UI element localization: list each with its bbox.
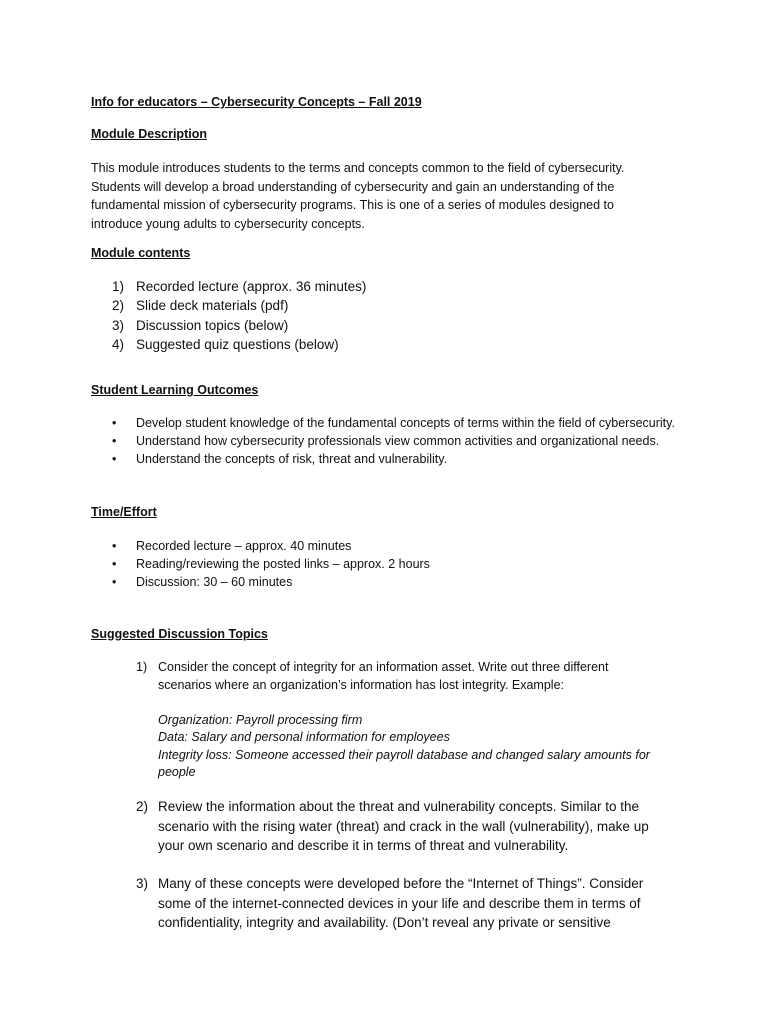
list-text: Understand the concepts of risk, threat and vulnerability.	[136, 452, 448, 466]
bullet-icon: •	[112, 452, 117, 466]
list-item	[112, 296, 366, 315]
list-text: Recorded lecture (approx. 36 minutes)	[136, 279, 367, 294]
time-effort-heading: Time/Effort	[91, 505, 157, 519]
topic-number: 3)	[136, 876, 149, 891]
module-description-heading: Module Description	[91, 127, 207, 141]
list-text: Discussion topics (below)	[136, 317, 289, 333]
topic-body	[158, 659, 650, 782]
list-number: 4)	[112, 336, 125, 352]
topic-body	[158, 797, 649, 856]
document-title: Info for educators – Cybersecurity Concepts – Fall 2019	[91, 95, 422, 109]
spacer	[158, 694, 650, 712]
list-item	[112, 432, 678, 450]
list-item	[112, 335, 366, 354]
list-text: Reading/reviewing the posted links – approx. 2 hours	[136, 557, 430, 571]
list-number: 1)	[112, 279, 125, 294]
text-line: Many of these concepts were developed before the “Internet of Things”. Consider	[158, 876, 644, 891]
text-line: Review the information about the threat and vulnerability concepts. Similar to the	[158, 799, 640, 814]
example-line: Organization: Payroll processing firm	[158, 712, 363, 727]
discussion-heading: Suggested Discussion Topics	[91, 627, 268, 641]
list-item	[112, 537, 678, 555]
topic-number: 1)	[136, 660, 148, 674]
topic-number: 2)	[136, 799, 149, 814]
list-item	[112, 414, 678, 432]
list-text: Develop student knowledge of the fundamental concepts of terms within the field of cybersecurity.	[136, 416, 675, 430]
text-line: scenario with the rising water (threat) and crack in the wall (vulnerability), make up	[158, 818, 649, 834]
list-text: Recorded lecture – approx. 40 minutes	[136, 539, 352, 553]
text-line: scenarios where an organization’s information has lost integrity. Example:	[158, 677, 564, 692]
example-line: Integrity loss: Someone accessed their payroll database and changed salary amounts for	[158, 747, 650, 762]
list-item	[112, 555, 678, 573]
text-line: fundamental mission of cybersecurity programs. This is one of a series of modules designed to	[91, 198, 614, 212]
list-text: Understand how cybersecurity professionals view common activities and organizational needs.	[136, 434, 660, 448]
list-text: Suggested quiz questions (below)	[136, 336, 339, 352]
module-contents-heading: Module contents	[91, 246, 191, 260]
text-line: Students will develop a broad understanding of cybersecurity and gain an understanding of the	[91, 179, 615, 194]
list-item	[112, 573, 678, 591]
bullet-icon: •	[112, 575, 117, 589]
list-text: Discussion: 30 – 60 minutes	[136, 575, 293, 589]
list-number: 2)	[112, 298, 125, 314]
outcomes-heading: Student Learning Outcomes	[91, 383, 259, 397]
discussion-topic-1	[136, 659, 696, 782]
text-line: some of the internet-connected devices in your life and describe them in terms of	[158, 895, 641, 911]
list-item	[112, 450, 678, 468]
text-line: introduce young adults to cybersecurity concepts.	[91, 216, 365, 231]
text-line: your own scenario and describe it in terms of threat and vulnerability.	[158, 838, 569, 853]
bullet-icon: •	[112, 557, 117, 571]
discussion-topic-2	[136, 797, 696, 856]
example-line: people	[158, 765, 196, 779]
bullet-icon: •	[112, 539, 117, 553]
list-number: 3)	[112, 317, 125, 333]
list-text: Slide deck materials (pdf)	[136, 298, 289, 314]
discussion-topic-3	[136, 874, 696, 933]
text-line: confidentiality, integrity and availability. (Don’t reveal any private or sensitive	[158, 915, 611, 930]
text-line: Consider the concept of integrity for an information asset. Write out three different	[158, 660, 609, 674]
module-description-text	[91, 159, 681, 233]
bullet-icon: •	[112, 416, 117, 430]
module-contents-list	[112, 277, 366, 354]
bullet-icon: •	[112, 434, 117, 448]
text-line: This module introduces students to the terms and concepts common to the field of cybersecurity.	[91, 161, 625, 175]
list-item	[112, 316, 366, 335]
example-line: Data: Salary and personal information for employees	[158, 730, 450, 744]
outcomes-list	[112, 414, 678, 468]
list-item	[112, 277, 366, 296]
topic-body	[158, 874, 643, 933]
time-effort-list	[112, 537, 678, 591]
